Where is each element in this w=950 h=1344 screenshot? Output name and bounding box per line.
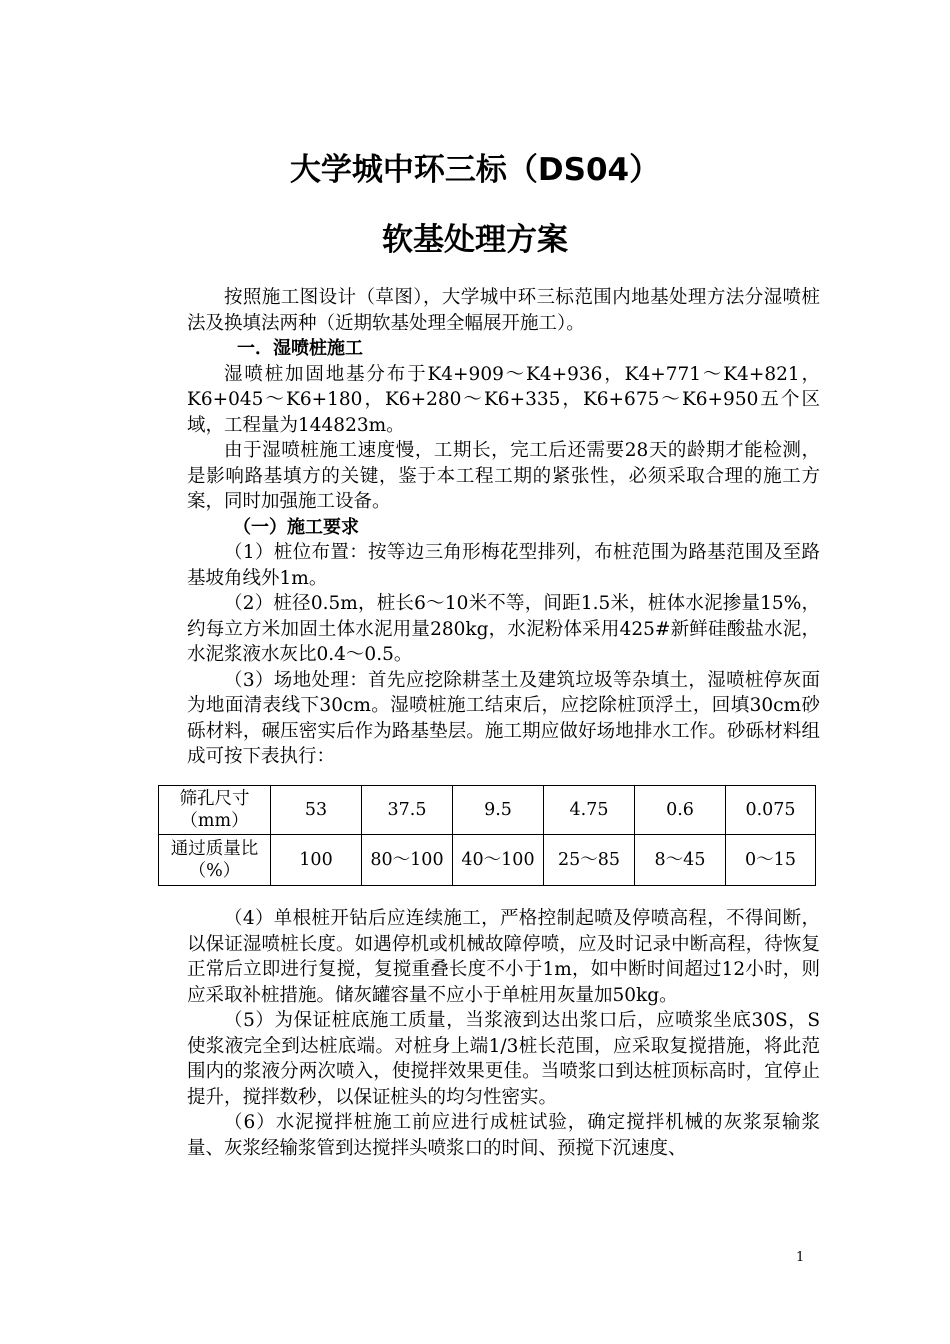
table-row <box>159 835 816 886</box>
document-body-top <box>187 285 820 770</box>
gravel-gradation-table <box>158 785 816 886</box>
schedule-paragraph: 由于湿喷桩施工速度慢，工期长，完工后还需要28天的龄期才能检测，是影响路基填方的关键，鉴于本工程工期的紧张性，必须采取合理的施工方案，同时加强施工设备。 <box>187 440 820 512</box>
table-cell: 4.75 <box>544 786 635 835</box>
row-header-sieve-size: 筛孔尺寸（mm） <box>159 786 271 835</box>
subsection-heading: （一）施工要求 <box>233 516 359 538</box>
table-cell: 9.5 <box>453 786 544 835</box>
requirement-2: （2）桩径0.5m，桩长6～10米不等，间距1.5米，桩体水泥掺量15%，约每立方米加固土体水泥用量280kg，水泥粉体采用425#新鲜硅酸盐水泥，水泥浆液水灰比0.4～0.5。 <box>187 593 820 665</box>
row-header-pass-ratio: 通过质量比（%） <box>159 835 271 886</box>
section-heading: 一．湿喷桩施工 <box>237 338 363 359</box>
distribution-paragraph: 湿喷桩加固地基分布于K4+909～K4+936，K4+771～K4+821，K6+045～K6+180，K6+280～K6+335，K6+675～K6+950五个区域，工程量为144823m。 <box>187 363 820 436</box>
table-cell: 25～85 <box>544 835 635 886</box>
page-number: 1 <box>796 1250 805 1265</box>
table-row <box>159 786 816 835</box>
table-cell: 0.6 <box>635 786 726 835</box>
requirement-4: （4）单根桩开钻后应连续施工，严格控制起喷及停喷高程，不得间断，以保证湿喷桩长度。如遇停机或机械故障停喷，应及时记录中断高程，待恢复正常后立即进行复搅，复搅重叠长度不小于1m，如中断时间超过12小时，则应采取补桩措施。储灰罐容量不应小于单桩用灰量加50kg。 <box>187 908 820 1006</box>
intro-paragraph: 按照施工图设计（草图），大学城中环三标范围内地基处理方法分湿喷桩法及换填法两种（近期软基处理全幅展开施工）。 <box>187 287 820 334</box>
document-subtitle: 软基处理方案 <box>382 222 568 258</box>
requirement-5: （5）为保证桩底施工质量，当浆液到达出浆口后，应喷浆坐底30S，S使浆液完全到达桩底端。对桩身上端1/3桩长范围，应采取复搅措施，将此范围内的浆液分两次喷入，使搅拌效果更佳。当喷浆口到达桩顶标高时，宜停止提升，搅拌数秒，以保证桩头的均匀性密实。 <box>187 1010 820 1108</box>
table-cell: 40～100 <box>453 835 544 886</box>
table-cell: 100 <box>271 835 362 886</box>
table-cell: 0～15 <box>726 835 816 886</box>
table-cell: 0.075 <box>726 786 816 835</box>
table-cell: 37.5 <box>362 786 453 835</box>
document-body-bottom <box>187 906 820 1161</box>
requirement-3: （3）场地处理：首先应挖除耕茎土及建筑垃圾等杂填土，湿喷桩停灰面为地面清表线下30cm。湿喷桩施工结束后，应挖除桩顶浮土，回填30cm砂砾材料，碾压密实后作为路基垫层。施工期应做好场地排水工作。砂砾材料组成可按下表执行： <box>187 669 820 767</box>
table-cell: 8～45 <box>635 835 726 886</box>
table-cell: 53 <box>271 786 362 835</box>
requirement-6: （6）水泥搅拌桩施工前应进行成桩试验，确定搅拌机械的灰浆泵输浆量、灰浆经输浆管到达搅拌头喷浆口的时间、预搅下沉速度、 <box>187 1112 820 1159</box>
requirement-1: （1）桩位布置：按等边三角形梅花型排列，布桩范围为路基范围及至路基坡角线外1m。 <box>187 542 820 589</box>
table-cell: 80～100 <box>362 835 453 886</box>
document-title: 大学城中环三标（DS04） <box>289 152 661 188</box>
